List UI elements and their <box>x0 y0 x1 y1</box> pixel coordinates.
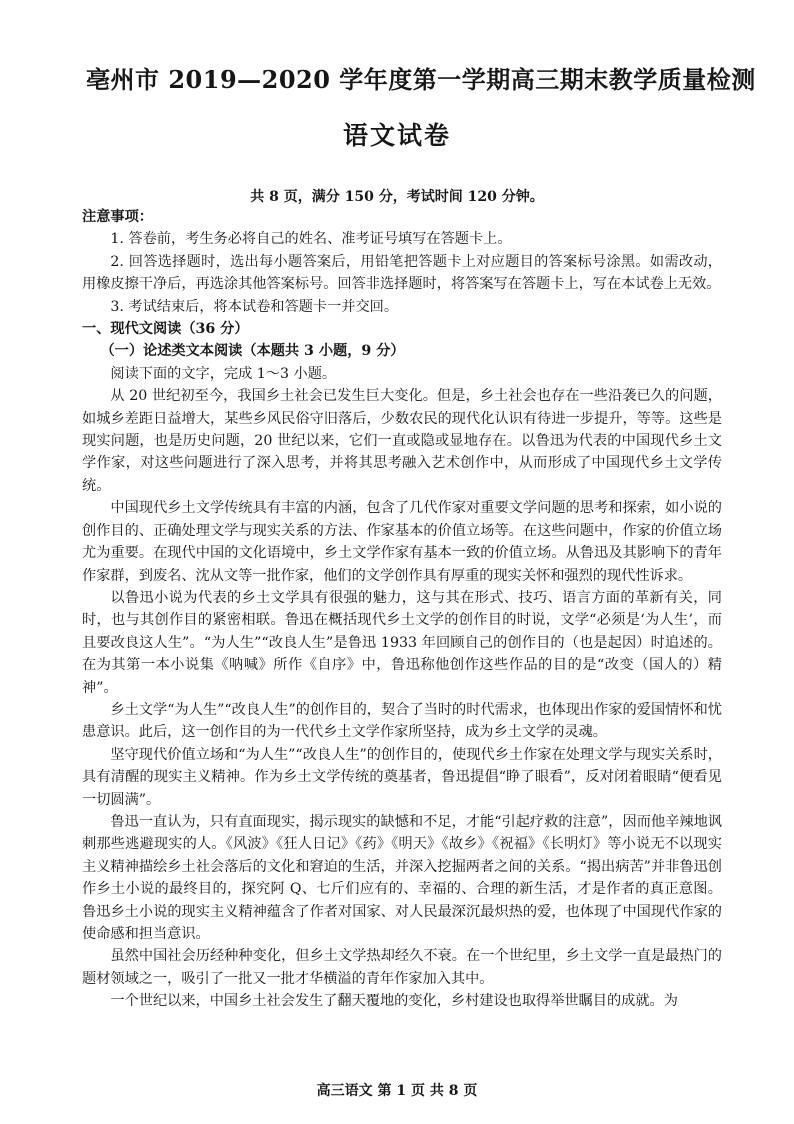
subsection-heading: （一）论述类文本阅读（本题共 3 小题，9 分） <box>100 343 405 360</box>
reading-instruction: 阅读下面的文字，完成 1～3 小题。 <box>110 365 337 382</box>
notice-item-2: 2. 回答选择题时，选出每小题答案后，用铅笔把答题卡上对应题目的答案标号涂黑。如需改动，用橡皮擦干净后，再选涂其他答案标号。回答非选择题时，将答案写在答题卡上，写在本试卷上无效。 <box>82 253 722 293</box>
passage-paragraph-3: 以鲁迅小说为代表的乡土文学具有很强的魅力，这与其在形式、技巧、语言方面的革新有关，同时，也与其创作目的紧密相联。鲁迅在概括现代乡土文学的创作目的时说，文学“必须是‘为人生’，而且要改良这人生”。“为人生”“改良人生”是鲁迅 1933 年回顾自己的创作目的（也是起因）时追述的。在为其第一本小说集《呐喊》所作《自序》中，鲁迅称他创作这些作品的目的是“改变（国人的）精神”。 <box>82 589 722 696</box>
notice-heading: 注意事项： <box>82 209 153 225</box>
passage-paragraph-6: 鲁迅一直认为，只有直面现实，揭示现实的缺憾和不足，才能“引起疗救的注意”，因而他辛辣地讽刺那些逃避现实的人。《风波》《狂人日记》《药》《明天》《故乡》《祝福》《长明灯》等小说无不以现实主义精神描绘乡土社会落后的文化和窘迫的生活，并深入挖掘两者之间的关系。“揭出病苦”并非鲁迅创作乡土小说的最终目的，探究阿 Q、七斤们应有的、幸福的、合理的新生活，才是作者的真正意图。鲁迅乡土小说的现实主义精神蕴含了作者对国家、对人民最深沉最炽热的爱，也体现了中国现代作家的使命感和担当意识。 <box>82 813 722 942</box>
section-heading: 一、现代文阅读（36 分） <box>82 321 249 338</box>
passage-paragraph-1: 从 20 世纪初至今，我国乡土社会已发生巨大变化。但是，乡土社会也存在一些沿袭已久的问题，如城乡差距日益增大，某些乡风民俗守旧落后，少数农民的现代化认识有待进一步提升，等等。这些是现实问题，也是历史问题，20 世纪以来，它们一直或隐或显地存在。以鲁迅为代表的中国现代乡土文学作家，对这些问题进行了深入思考，并将其思考融入艺术创作中，从而形成了中国现代乡土文学传统。 <box>82 388 722 494</box>
exam-title: 亳州市 2019—2020 学年度第一学期高三期末教学质量检测 <box>86 65 756 94</box>
passage-paragraph-8: 一个世纪以来，中国乡土社会发生了翻天覆地的变化，乡村建设也取得举世瞩目的成就。为 <box>110 993 678 1010</box>
passage-paragraph-7: 虽然中国社会历经种种变化，但乡土文学热却经久不衰。在一个世纪里，乡土文学一直是最热门的题材领域之一，吸引了一批又一批才华横溢的青年作家加入其中。 <box>82 948 722 987</box>
exam-body <box>82 206 722 1013</box>
passage-paragraph-4: 乡土文学“为人生”“改良人生”的创作目的，契合了当时的时代需求，也体现出作家的爱国情怀和忧患意识。此后，这一创作目的为一代代乡土文学作家所坚持，成为乡土文学的灵魂。 <box>82 701 722 741</box>
exam-meta: 共 8 页，满分 150 分，考试时间 120 分钟。 <box>250 189 544 205</box>
notice-item-3: 3. 考试结束后，将本试卷和答题卡一并交回。 <box>110 298 399 315</box>
exam-subtitle: 语文试卷 <box>342 121 451 150</box>
notice-item-1: 1. 答卷前，考生务必将自己的姓名、准考证号填写在答题卡上。 <box>110 231 512 248</box>
passage-paragraph-5: 坚守现代价值立场和“为人生”“改良人生”的创作目的，使现代乡土作家在处理文学与现实关系时，具有清醒的现实主义精神。作为乡土文学传统的奠基者，鲁迅提倡“睁了眼看”，反对闭着眼睛“便看见一切圆满”。 <box>82 746 722 808</box>
page-footer: 高三语文 第 1 页 共 8 页 <box>316 1083 478 1099</box>
passage-paragraph-2: 中国现代乡土文学传统具有丰富的内涵，包含了几代作家对重要文学问题的思考和探索，如小说的创作目的、正确处理文学与现实关系的方法、作家基本的价值立场等。在这些问题中，作家的价值立场尤为重要。在现代中国的文化语境中，乡土文学作家有基本一致的价值立场。从鲁迅及其影响下的青年作家群，到废名、沈从文等一批作家，他们的文学创作具有厚重的现实关怀和强烈的现代性诉求。 <box>82 500 722 584</box>
